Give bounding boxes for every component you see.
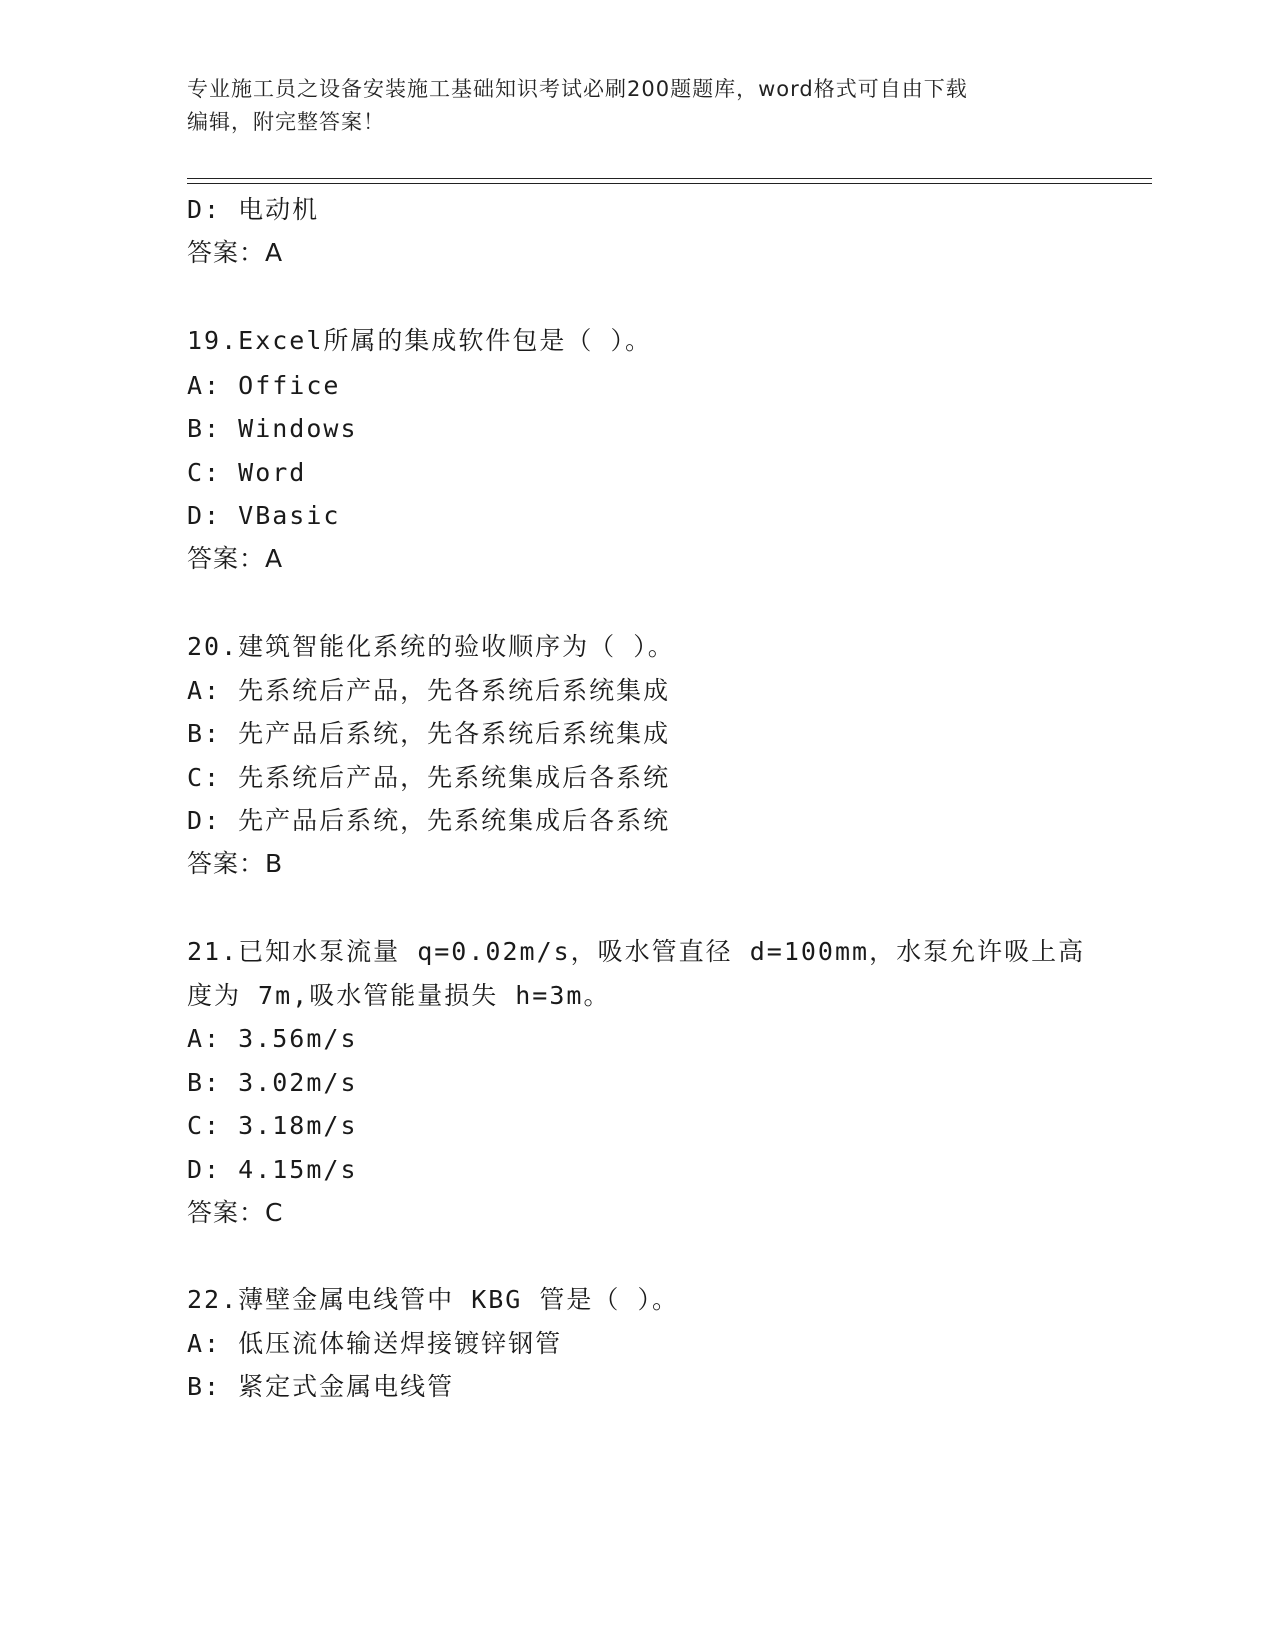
q19-option-d: D: VBasic	[187, 501, 341, 530]
q22-option-b: B: 紧定式金属电线管	[187, 1372, 455, 1401]
header-divider-bottom	[187, 183, 1152, 184]
document-header	[187, 73, 1067, 139]
q21-option-b: B: 3.02m/s	[187, 1068, 358, 1097]
q20-option-c: C: 先系统后产品，先系统集成后各系统	[187, 763, 671, 792]
q20-answer: 答案：B	[187, 849, 284, 878]
q20-option-d: D: 先产品后系统，先系统集成后各系统	[187, 806, 671, 835]
q21-stem-line-1: 21.已知水泵流量 q=0.02m/s，吸水管直径 d=100mm，水泵允许吸上高	[187, 937, 1086, 966]
q20-option-b: B: 先产品后系统，先各系统后系统集成	[187, 719, 671, 748]
q19-stem: 19.Excel所属的集成软件包是（ ）。	[187, 326, 652, 355]
q21-option-a: A: 3.56m/s	[187, 1024, 358, 1053]
q20-stem: 20.建筑智能化系统的验收顺序为（ ）。	[187, 632, 675, 661]
q19-option-b: B: Windows	[187, 414, 358, 443]
q22-option-a: A: 低压流体输送焊接镀锌钢管	[187, 1329, 563, 1358]
q18-answer: 答案：A	[187, 238, 284, 267]
q19-option-a: A: Office	[187, 371, 341, 400]
q19-option-c: C: Word	[187, 458, 307, 487]
q18-option-d: D: 电动机	[187, 195, 320, 224]
q21-option-c: C: 3.18m/s	[187, 1111, 358, 1140]
q21-answer: 答案：C	[187, 1198, 284, 1227]
header-title-line-2: 编辑，附完整答案！	[187, 110, 385, 134]
q21-stem-line-2: 度为 7m,吸水管能量损失 h=3m。	[187, 981, 611, 1010]
header-title-line-1: 专业施工员之设备安装施工基础知识考试必刷200题题库，word格式可自由下载	[187, 77, 968, 101]
q19-answer: 答案：A	[187, 544, 284, 573]
q22-stem: 22.薄壁金属电线管中 KBG 管是（ ）。	[187, 1285, 679, 1314]
q21-option-d: D: 4.15m/s	[187, 1155, 358, 1184]
header-divider-top	[187, 178, 1152, 179]
q20-option-a: A: 先系统后产品，先各系统后系统集成	[187, 676, 671, 705]
